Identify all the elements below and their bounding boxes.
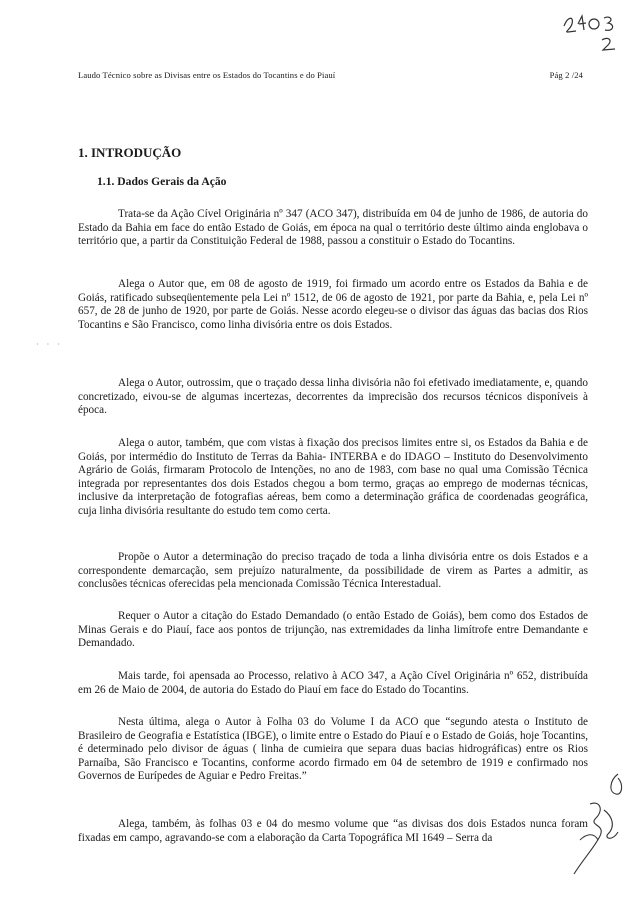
header-page-number: Pág 2 /24 bbox=[549, 70, 583, 80]
paragraph-6: Requer o Autor a citação do Estado Demandado (o então Estado de Goiás), bem como dos Estados de Minas Gerais e do Piauí, face aos pontos de trijunção, nas extremidades da linha limítrofe entre Demandante e Demandado. bbox=[78, 610, 588, 650]
section-heading: 1. INTRODUÇÃO bbox=[78, 145, 182, 160]
paragraph-8: Nesta última, alega o Autor à Folha 03 do Volume I da ACO que “segundo atesta o Instituto de Brasileiro de Geografia e Estatística (IBGE), o limite entre o Estado do Piauí e o Estado de Goiás, hoje Tocantins, é determinado pelo divisor de águas ( linha de cumieira que separa duas bacias hidrográficas) entre os Rios Parnaíba, São Francisco e Tocantins, conforme acordo firmado em 04 de setembro de 1919 e confirmado nos Governos de Eurípedes de Aguiar e Pedro Freitas.” bbox=[78, 716, 588, 783]
handwritten-page-number bbox=[558, 12, 628, 56]
paragraph-1: Trata-se da Ação Cível Originária nº 347 (ACO 347), distribuída em 04 de junho de 1986, de autoria do Estado da Bahia em face do então Estado de Goiás, em época na qual o território deste último ainda englobava o território que, a partir da Constituição Federal de 1988, passou a constituir o Estado do Tocantins. bbox=[78, 208, 588, 248]
subsection-heading: 1.1. Dados Gerais da Ação bbox=[97, 175, 227, 188]
paragraph-4: Alega o autor, também, que com vistas à fixação dos precisos limites entre si, os Estados da Bahia e de Goiás, por intermédio do Instituto de Terras da Bahia- INTERBA e do IDAGO – Instituto do Desenvolvimento Agrário de Goiás, firmaram Protocolo de Intenções, no ano de 1983, com base no qual uma Comissão Técnica integrada por representantes dos dois Estados chegou a bom termo, graças ao emprego de modernas técnicas, inclusive da interpretação de fotografias aéreas, bem como a determinação gráfica de coordenadas geográfica, cuja linha divisória resultante do estudo tem como certa. bbox=[78, 437, 588, 517]
margin-marks: · · · bbox=[36, 340, 63, 349]
paragraph-2: Alega o Autor que, em 08 de agosto de 1919, foi firmado um acordo entre os Estados da Bahia e de Goiás, ratificado subseqüentemente pela Lei nº 1512, de 06 de agosto de 1921, por parte da Bahia, e, pela Lei nº 657, de 28 de junho de 1920, por parte de Goiás. Nesse acordo elegeu-se o divisor das águas das bacias dos Rios Tocantins e São Francisco, como linha divisória entre os dois Estados. bbox=[78, 278, 588, 331]
handwritten-signature bbox=[560, 770, 630, 880]
paragraph-3: Alega o Autor, outrossim, que o traçado dessa linha divisória não foi efetivado imediatamente, e, quando concretizado, eivou-se de algumas incertezas, decorrentes da imprecisão dos recursos técnicos disponíveis à época. bbox=[78, 377, 588, 417]
header-title: Laudo Técnico sobre as Divisas entre os Estados do Tocantins e do Piauí bbox=[78, 70, 336, 80]
paragraph-5: Propõe o Autor a determinação do preciso traçado de toda a linha divisória entre os dois Estados e a correspondente demarcação, sem prejuízo naturalmente, da possibilidade de virem as Partes a admitir, as conclusões técnicas oferecidas pela mencionada Comissão Técnica Interestadual. bbox=[78, 551, 588, 591]
paragraph-9: Alega, também, às folhas 03 e 04 do mesmo volume que “as divisas dos dois Estados nunca foram fixadas em campo, agravando-se com a elaboração da Carta Topográfica MI 1649 – Serra da bbox=[78, 818, 588, 844]
paragraph-7: Mais tarde, foi apensada ao Processo, relativo à ACO 347, a Ação Cível Originária nº 652, distribuída em 26 de Maio de 2004, de autoria do Estado do Piauí em face do Estado do Tocantins. bbox=[78, 670, 588, 696]
